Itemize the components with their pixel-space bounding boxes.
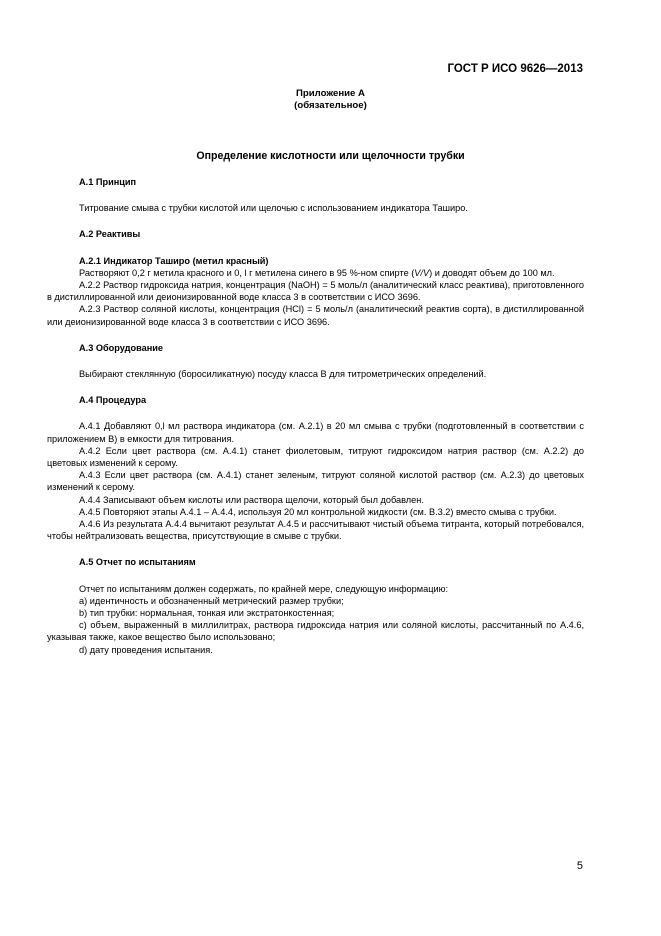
list-item-a5-b: b) тип трубки: нормальная, тонкая или экстратонкостенная; — [79, 608, 335, 619]
list-item-a5-d: d) дату проведения испытания. — [79, 644, 213, 655]
annex-status: (обязательное) — [294, 100, 367, 111]
annex-body — [47, 176, 584, 656]
paragraph-a2-3: А.2.3 Раствор соляной кислоты, концентрация (HCl) = 5 моль/л (аналитический реактив сорта), в дистиллированной или деионизированной воде класса 3 в соответствии с ИСО 3696. — [47, 304, 584, 327]
section-text-a3: Выбирают стеклянную (боросиликатную) посуду класса В для титрометрических определений. — [79, 369, 487, 380]
section-heading-a1: А.1 Принцип — [79, 177, 137, 187]
section-intro-a5: Отчет по испытаниям должен содержать, по крайней мере, следующую информацию: — [79, 583, 449, 594]
standard-designation: ГОСТ Р ИСО 9626—2013 — [447, 63, 583, 75]
paragraph-a2-1-end: ) и доводят объем до 100 мл. — [429, 267, 555, 278]
section-text-a1: Титрование смыва с трубки кислотой или щелочью с использованием индикатора Таширо. — [79, 203, 468, 214]
paragraph-a2-1-start: Растворяют 0,2 г метила красного и 0, l г метилена синего в 95 %-ном спирте ( — [79, 267, 415, 278]
section-heading-a4: А.4 Процедура — [79, 395, 147, 406]
list-item-a5-c: с) объем, выраженный в миллилитрах, раствора гидроксида натрия или соляной кислоты, рассчитанный по А.4.6, указывая также, какое вещество было использовано; — [47, 620, 584, 643]
list-item-a5-a: а) идентичность и обозначенный метрический размер трубки; — [79, 595, 344, 606]
list-item-a4-6: А.4.6 Из результата А.4.4 вычитают результат А.4.5 и рассчитывают чистый объема титранта, который потребовался, чтобы нейтрализовать вещества, присутствующие в смыве с трубки. — [47, 519, 584, 542]
paragraph-a2-1-italic: V/V — [414, 267, 430, 278]
paragraph-a2-2: А.2.2 Раствор гидроксида натрия, концентрация (NaOH) = 5 моль/л (аналитический класс реактива), приготовленного в дистиллированной или деионизированной воде класса 3 в соответствии с ИСО 3696. — [47, 280, 584, 303]
section-heading-a5: А.5 Отчет по испытаниям — [79, 557, 196, 568]
annex-label: Приложение А — [296, 88, 365, 99]
section-heading-a2: А.2 Реактивы — [79, 229, 141, 240]
annex-title: Определение кислотности или щелочности трубки — [196, 150, 465, 162]
list-item-a4-1: А.4.1 Добавляют 0,l мл раствора индикатора (см. А.2.1) в 20 мл смыва с трубки (подготовленный в соответствии с приложением В) в емкости для титрования. — [47, 421, 584, 444]
section-heading-a3: А.3 Оборудование — [79, 342, 164, 353]
annex-heading — [0, 88, 661, 112]
list-item-a4-3: А.4.3 Если цвет раствора (см. А.4.1) станет зеленым, титруют соляной кислотой раствор (см. А.2.3) до цветовых изменений к серому. — [47, 470, 584, 493]
list-item-a4-2: А.4.2 Если цвет раствора (см. А.4.1) станет фиолетовым, титруют гидроксидом натрия раствор (см. А.2.2) до цветовых изменений к серому. — [47, 445, 584, 469]
list-item-a4-4: А.4.4 Записывают объем кислоты или раствора щелочи, который был добавлен. — [79, 494, 424, 505]
list-item-a4-5: А.4.5 Повторяют этапы А.4.1 – А.4.4, используя 20 мл контрольной жидкости (см. В.3.2) вместо смыва с трубки. — [79, 506, 557, 517]
subsection-heading-a2-1: А.2.1 Индикатор Таширо (метил красный) — [79, 255, 269, 266]
page-number: 5 — [576, 860, 583, 872]
paragraph-a2-1 — [47, 267, 584, 279]
